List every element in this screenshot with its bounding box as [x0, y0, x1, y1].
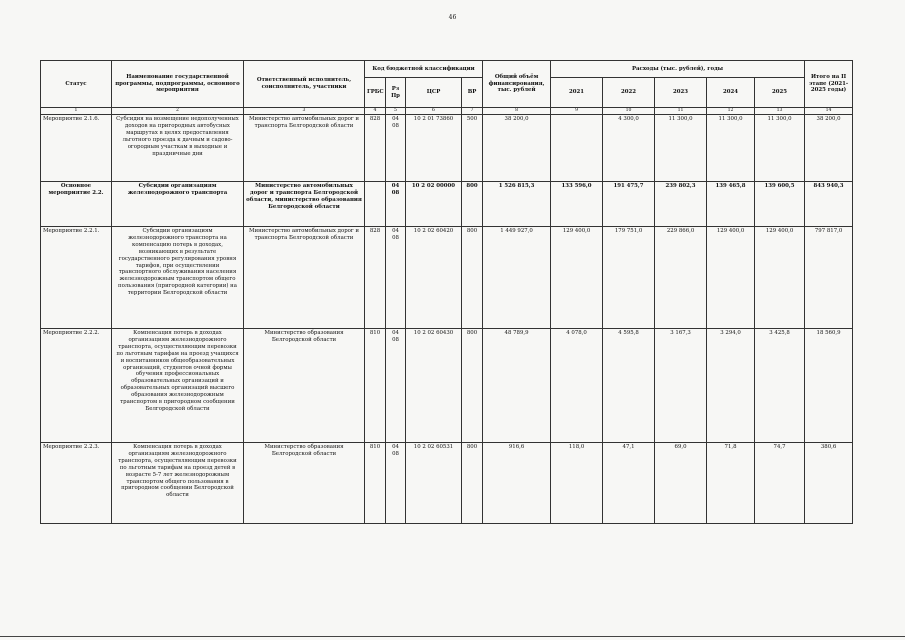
column-number: 10	[603, 108, 655, 115]
row-vr: 800	[462, 227, 483, 329]
row-grbs: 810	[365, 329, 386, 443]
header-status: Статус	[41, 61, 112, 108]
row-2021: 133 596,0	[551, 182, 603, 227]
row-2023: 69,0	[655, 443, 707, 524]
row-stage-total: 38 200,0	[805, 115, 853, 182]
row-2024: 3 294,0	[707, 329, 755, 443]
row-responsible: Министерство образования Белгородской области	[244, 329, 365, 443]
column-number: 7	[462, 108, 483, 115]
row-2025: 139 600,5	[755, 182, 805, 227]
page-number: 46	[448, 14, 457, 21]
column-number: 11	[655, 108, 707, 115]
row-name: Компенсация потерь в доходах организациям железнодорожного транспорта, осуществляющим перевозки по льготным тарифам на проезд детей в возрасте 5-7 лет железнодорожным транспортом общего пользования в пригородном сообщении Белгородской области	[112, 443, 244, 524]
row-grbs: 810	[365, 443, 386, 524]
row-csr: 10 2 01 73860	[406, 115, 462, 182]
row-stage-total: 18 560,9	[805, 329, 853, 443]
row-2021: 4 078,0	[551, 329, 603, 443]
table-row	[41, 329, 853, 443]
row-2022: 4 300,0	[603, 115, 655, 182]
column-number: 14	[805, 108, 853, 115]
column-number: 12	[707, 108, 755, 115]
row-vr: 500	[462, 115, 483, 182]
row-2025: 3 425,8	[755, 329, 805, 443]
row-2025: 11 300,0	[755, 115, 805, 182]
column-number-row	[41, 108, 853, 115]
row-vr: 800	[462, 443, 483, 524]
row-grbs	[365, 182, 386, 227]
header-year-2024: 2024	[707, 78, 755, 108]
row-total: 916,6	[483, 443, 551, 524]
row-vr: 800	[462, 182, 483, 227]
row-status: Мероприятие 2.2.1.	[41, 227, 112, 329]
row-name: Субсидия на возмещение недополученных доходов на пригородных автобусных маршрутах в целях предоставления льготного проезда к дачным и садово-огородным участкам в выходные и праздничные дни	[112, 115, 244, 182]
row-grbs: 828	[365, 227, 386, 329]
row-status: Мероприятие 2.2.2.	[41, 329, 112, 443]
row-total: 48 789,9	[483, 329, 551, 443]
row-rzpr: 04 08	[386, 182, 406, 227]
table-row	[41, 227, 853, 329]
column-number: 9	[551, 108, 603, 115]
header-year-2021: 2021	[551, 78, 603, 108]
column-number: 8	[483, 108, 551, 115]
row-2021	[551, 115, 603, 182]
header-expenses: Расходы (тыс. рублей), годы	[551, 61, 805, 78]
header-rzpr: Рз Пр	[386, 78, 406, 108]
row-name: Субсидии организациям железнодорожного транспорта	[112, 182, 244, 227]
row-status: Мероприятие 2.1.6.	[41, 115, 112, 182]
row-stage-total: 797 817,0	[805, 227, 853, 329]
row-stage-total: 843 940,3	[805, 182, 853, 227]
column-number: 3	[244, 108, 365, 115]
row-2022: 4 595,8	[603, 329, 655, 443]
row-2023: 11 300,0	[655, 115, 707, 182]
header-vr: ВР	[462, 78, 483, 108]
row-2024: 129 400,0	[707, 227, 755, 329]
row-name: Компенсация потерь в доходах организациям железнодорожного транспорта, осуществляющим перевозки по льготным тарифам на проезд учащихся и воспитанников общеобразовательных организаций, студентов очной формы обучения профессиональных образовательных организаций и образовательных организаций высшего образования железнодорожным транспортом в пригородном сообщении Белгородской области	[112, 329, 244, 443]
row-total: 38 200,0	[483, 115, 551, 182]
row-2023: 239 802,3	[655, 182, 707, 227]
row-status: Мероприятие 2.2.3.	[41, 443, 112, 524]
row-2025: 129 400,0	[755, 227, 805, 329]
column-number: 5	[386, 108, 406, 115]
row-csr: 10 2 02 60430	[406, 329, 462, 443]
header-responsible: Ответственный исполнитель, соисполнитель, участники	[244, 61, 365, 108]
header-budget-code: Код бюджетной классификации	[365, 61, 483, 78]
budget-table	[40, 60, 853, 524]
column-number: 4	[365, 108, 386, 115]
row-csr: 10 2 02 00000	[406, 182, 462, 227]
header-year-2023: 2023	[655, 78, 707, 108]
row-2022: 191 475,7	[603, 182, 655, 227]
row-2024: 11 300,0	[707, 115, 755, 182]
row-responsible: Министерство автомобильных дорог и транспорта Белгородской области	[244, 115, 365, 182]
row-rzpr: 04 08	[386, 115, 406, 182]
column-number: 2	[112, 108, 244, 115]
header-year-2025: 2025	[755, 78, 805, 108]
row-2024: 139 465,8	[707, 182, 755, 227]
row-total: 1 526 815,3	[483, 182, 551, 227]
row-stage-total: 380,6	[805, 443, 853, 524]
header-total-volume: Общий объём финансирования, тыс. рублей	[483, 61, 551, 108]
header-csr: ЦСР	[406, 78, 462, 108]
header-grbs: ГРБС	[365, 78, 386, 108]
row-responsible: Министерство автомобильных дорог и транспорта Белгородской области	[244, 227, 365, 329]
row-vr: 800	[462, 329, 483, 443]
row-responsible: Министерство автомобильных дорог и транспорта Белгородской области, министерство образования Белгородской области	[244, 182, 365, 227]
row-name: Субсидии организациям железнодорожного транспорта на компенсацию потерь в доходах, возникающих в результате государственного регулирования уровня тарифов, при осуществлении транспортного обслуживания населения железнодорожным транспортом общего пользования (пригородной категории) на территории Белгородской области	[112, 227, 244, 329]
row-2021: 129 400,0	[551, 227, 603, 329]
row-grbs: 828	[365, 115, 386, 182]
row-2023: 229 866,0	[655, 227, 707, 329]
table-row	[41, 443, 853, 524]
row-2023: 3 167,3	[655, 329, 707, 443]
header-stage-total: Итого на II этапе (2021-2025 годы)	[805, 61, 853, 108]
column-number: 1	[41, 108, 112, 115]
page-bottom-rule	[0, 636, 905, 637]
row-status: Основное мероприятие 2.2.	[41, 182, 112, 227]
row-2022: 179 751,0	[603, 227, 655, 329]
row-2024: 71,8	[707, 443, 755, 524]
table-row	[41, 115, 853, 182]
column-number: 13	[755, 108, 805, 115]
row-csr: 10 2 02 60531	[406, 443, 462, 524]
table-row	[41, 182, 853, 227]
column-number: 6	[406, 108, 462, 115]
row-csr: 10 2 02 60420	[406, 227, 462, 329]
row-rzpr: 04 08	[386, 227, 406, 329]
row-total: 1 449 927,0	[483, 227, 551, 329]
row-2022: 47,1	[603, 443, 655, 524]
row-responsible: Министерство образования Белгородской области	[244, 443, 365, 524]
row-2021: 118,0	[551, 443, 603, 524]
header-year-2022: 2022	[603, 78, 655, 108]
header-name: Наименование государственной программы, подпрограммы, основного мероприятия	[112, 61, 244, 108]
row-rzpr: 04 08	[386, 329, 406, 443]
row-2025: 74,7	[755, 443, 805, 524]
row-rzpr: 04 08	[386, 443, 406, 524]
